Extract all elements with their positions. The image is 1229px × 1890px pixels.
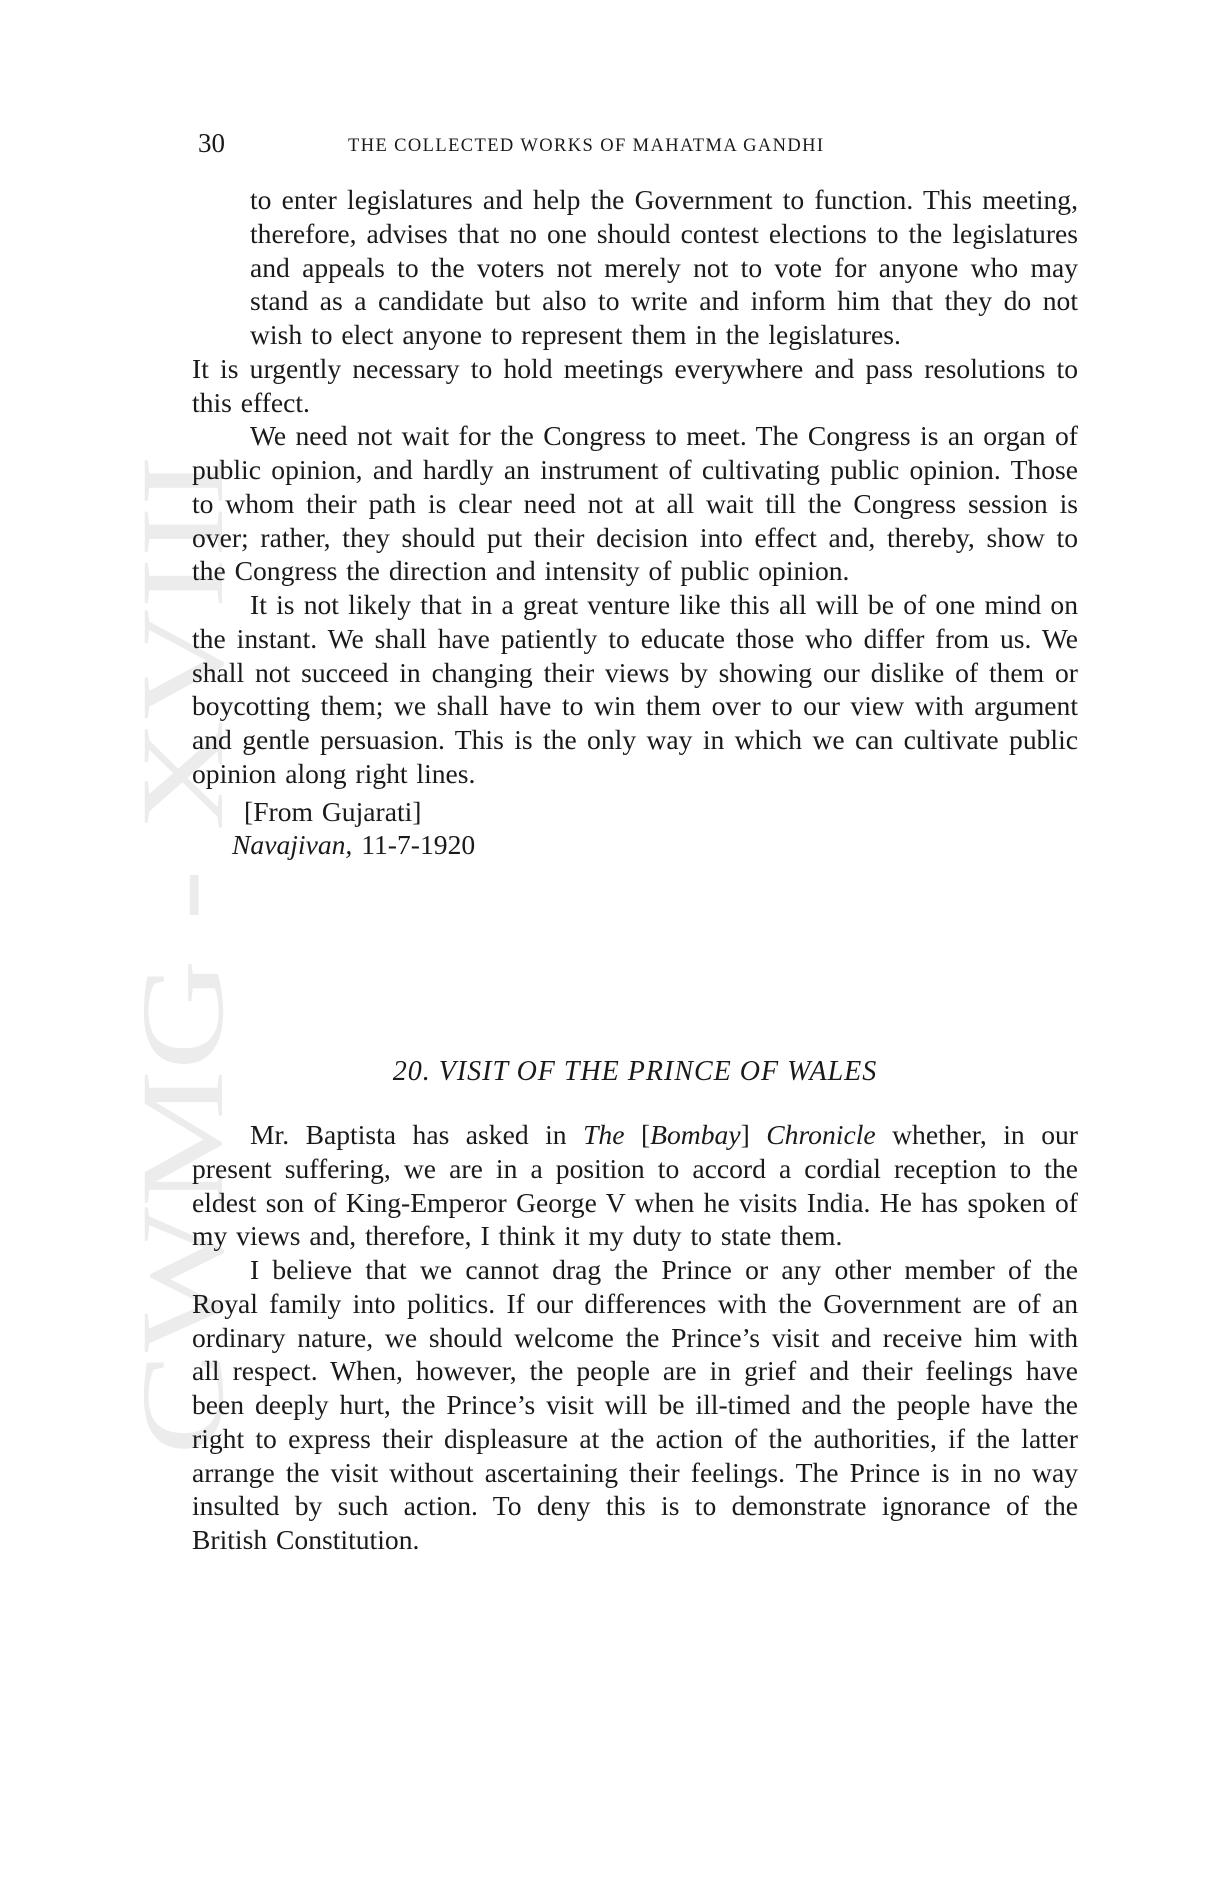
citation-publication: Navajivan,	[232, 829, 353, 861]
section-title: VISIT OF THE PRINCE OF WALES	[438, 1056, 878, 1087]
body-paragraph: It is not likely that in a great venture like this all will be of one mind on the instant. We shall have patiently to educate those who differ from us. We shall not succeed in changing their views by showing our dislike of them or boycotting them; we shall have to win them over to our view with argument and gentle persuasion. This is the only way in which we can cultivate public opinion along right lines.	[192, 589, 1078, 789]
section-number: 20.	[392, 1056, 431, 1087]
running-head: THE COLLECTED WORKS OF MAHATMA GANDHI	[348, 136, 825, 156]
citation	[232, 828, 1078, 862]
previous-article-body	[192, 183, 1078, 862]
section-paragraph: Mr. Baptista has asked in The [Bombay] Chronicle whether, in our present suffering, we are in a position to accord a cordial reception to the eldest son of King-Emperor George V when he visits India. He has spoken of my views and, therefore, I think it my duty to state them.	[192, 1119, 1078, 1252]
watermark-text: CWMG - XVIII	[117, 688, 248, 1455]
body-paragraph: It is urgently necessary to hold meetings everywhere and pass resolutions to this effect.	[192, 352, 1078, 418]
page-header	[198, 128, 1078, 168]
page-number: 30	[198, 128, 225, 158]
section-paragraph: I believe that we cannot drag the Prince or any other member of the Royal family into politics. If our differences with the Government are of an ordinary nature, we should welcome the Prince’s visit and receive him with all respect. When, however, the people are in grief and their feelings have been deeply hurt, the Prince’s visit will be ill-timed and the people have the right to express their displeasure at the action of the authorities, if the latter arrange the visit without ascertaining their feelings. The Prince is in no way insulted by such action. To deny this is to demonstrate ignorance of the British Constitution.	[192, 1254, 1078, 1555]
section-body	[192, 1118, 1078, 1557]
citation-date: 11-7-1920	[361, 829, 476, 861]
body-paragraph: We need not wait for the Congress to meet. The Congress is an organ of public opinion, and hardly an instrument of cultivating public opinion. Those to whom their path is clear need not at all wait till the Congress session is over; rather, they should put their decision into effect and, thereby, show to the Congress the direction and intensity of public opinion.	[192, 420, 1078, 587]
section-heading	[192, 1056, 1078, 1088]
resolution-paragraph: to enter legislatures and help the Government to function. This meeting, therefore, advises that no one should contest elections to the legislatures and appeals to the voters not merely not to vote for anyone who may stand as a candidate but also to write and inform him that they do not wish to elect anyone to represent them in the legislatures.	[250, 184, 1078, 350]
source-note: [From Gujarati]	[244, 795, 422, 827]
